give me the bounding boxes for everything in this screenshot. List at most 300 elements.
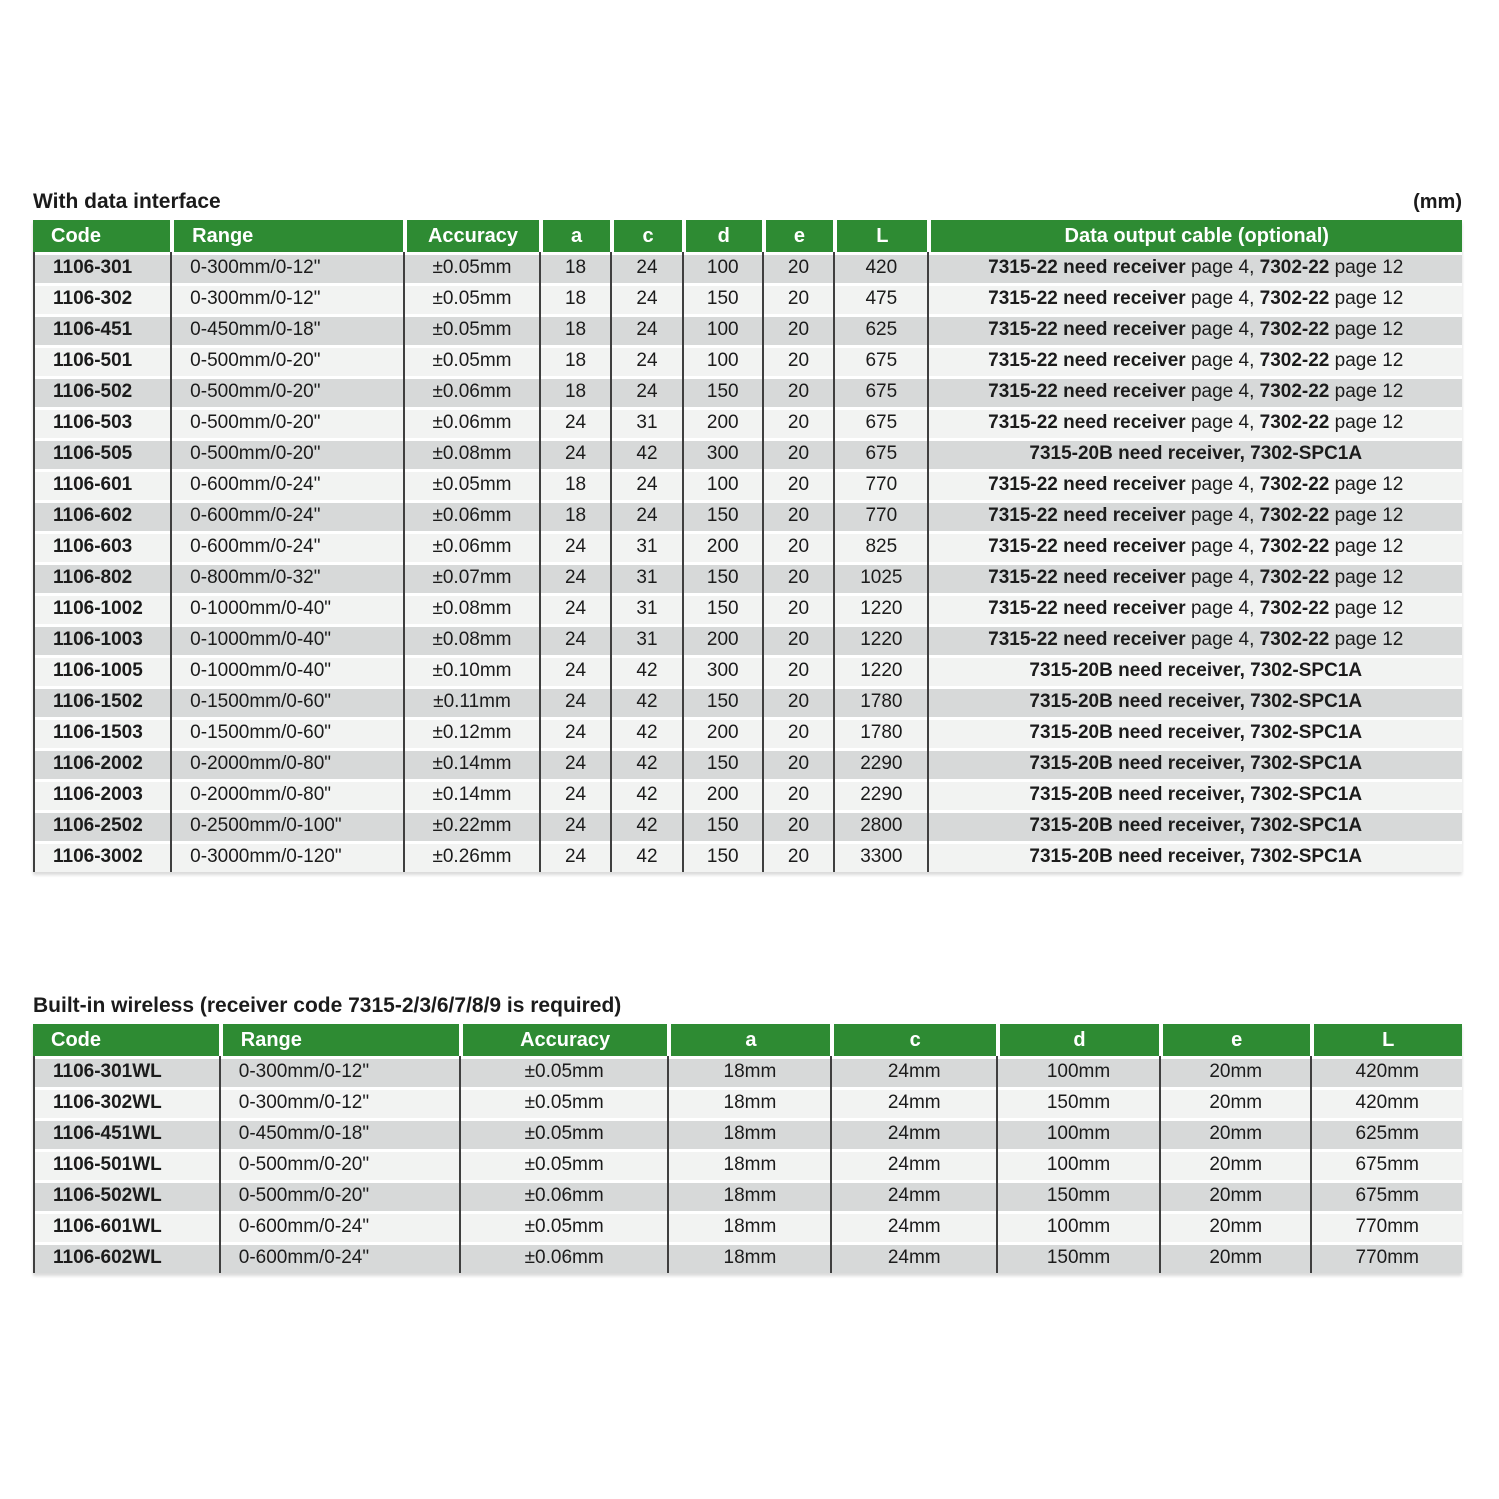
cell-code: 1106-601	[33, 469, 170, 500]
cell-c: 31	[610, 593, 681, 624]
cable-text-segment: 7315-22 need receiver	[988, 318, 1186, 340]
cable-text-segment: 7302-22	[1259, 504, 1330, 526]
cell-d: 150mm	[996, 1242, 1159, 1273]
cell-d: 300	[682, 655, 762, 686]
cable-text-segment: page 4,	[1185, 597, 1260, 619]
cell-cable	[927, 469, 1462, 500]
cell-code: 1106-2502	[33, 810, 170, 841]
cable-text-segment: page 12	[1329, 535, 1404, 557]
cell-c: 24mm	[830, 1087, 996, 1118]
cell-cable	[927, 686, 1462, 717]
cell-L: 475	[833, 283, 927, 314]
cell-e: 20	[762, 531, 833, 562]
table-row	[33, 500, 1462, 531]
cell-L: 1220	[833, 655, 927, 686]
table-row	[33, 686, 1462, 717]
cell-code: 1106-501	[33, 345, 170, 376]
cell-d: 150	[682, 593, 762, 624]
cell-L: 2290	[833, 779, 927, 810]
cell-range: 0-1000mm/0-40"	[170, 655, 403, 686]
cell-accuracy: ±0.07mm	[403, 562, 539, 593]
column-header-L: L	[833, 220, 927, 252]
cell-cable	[927, 252, 1462, 283]
cell-c: 31	[610, 531, 681, 562]
cell-d: 150	[682, 562, 762, 593]
cell-c: 42	[610, 686, 681, 717]
cell-range: 0-800mm/0-32"	[170, 562, 403, 593]
cell-d: 100	[682, 252, 762, 283]
cable-text-segment: page 4,	[1185, 504, 1260, 526]
cell-a: 24	[539, 562, 610, 593]
cell-a: 24	[539, 438, 610, 469]
column-header-range: Range	[219, 1024, 459, 1056]
cell-L: 625mm	[1310, 1118, 1462, 1149]
cell-d: 150	[682, 748, 762, 779]
cell-e: 20	[762, 779, 833, 810]
cell-a: 24	[539, 779, 610, 810]
cell-range: 0-450mm/0-18"	[170, 314, 403, 345]
cell-a: 24	[539, 810, 610, 841]
cell-range: 0-600mm/0-24"	[219, 1242, 459, 1273]
cable-text-segment: 7315-22 need receiver	[988, 349, 1186, 371]
cell-range: 0-500mm/0-20"	[219, 1149, 459, 1180]
cable-text-segment: 7315-20B need receiver, 7302-SPC1A	[1029, 659, 1363, 681]
cell-accuracy: ±0.05mm	[403, 283, 539, 314]
cable-text-segment: page 12	[1329, 628, 1404, 650]
cable-text-segment: page 4,	[1185, 256, 1260, 278]
cell-a: 18	[539, 376, 610, 407]
cell-accuracy: ±0.06mm	[403, 531, 539, 562]
cell-range: 0-300mm/0-12"	[219, 1056, 459, 1087]
cell-cable	[927, 717, 1462, 748]
cell-cable	[927, 593, 1462, 624]
spec-table-with-data-interface	[33, 220, 1462, 872]
cell-L: 675	[833, 345, 927, 376]
cell-d: 150	[682, 376, 762, 407]
section-built-in-wireless	[33, 994, 1462, 1273]
cell-accuracy: ±0.06mm	[459, 1242, 668, 1273]
cell-a: 24	[539, 624, 610, 655]
cell-c: 31	[610, 624, 681, 655]
section2-title-row	[33, 994, 1462, 1018]
cell-a: 24	[539, 686, 610, 717]
table-header	[33, 220, 1462, 252]
cell-d: 100mm	[996, 1211, 1159, 1242]
cell-range: 0-500mm/0-20"	[170, 345, 403, 376]
table-row	[33, 407, 1462, 438]
cell-L: 675mm	[1310, 1149, 1462, 1180]
cell-range: 0-500mm/0-20"	[170, 407, 403, 438]
cell-cable	[927, 438, 1462, 469]
cable-text-segment: 7302-22	[1259, 349, 1330, 371]
cell-d: 200	[682, 407, 762, 438]
section2-title: Built-in wireless (receiver code 7315-2/3/6/7/8/9 is required)	[33, 994, 622, 1017]
cable-text-segment: page 4,	[1185, 318, 1260, 340]
cell-c: 24	[610, 376, 681, 407]
cell-e: 20	[762, 686, 833, 717]
cable-text-segment: page 12	[1329, 566, 1404, 588]
cell-accuracy: ±0.06mm	[403, 376, 539, 407]
cell-code: 1106-501WL	[33, 1149, 219, 1180]
table-row	[33, 624, 1462, 655]
cell-e: 20	[762, 469, 833, 500]
cell-d: 300	[682, 438, 762, 469]
table-row	[33, 748, 1462, 779]
cell-d: 150	[682, 500, 762, 531]
cell-c: 24	[610, 283, 681, 314]
cell-range: 0-1500mm/0-60"	[170, 686, 403, 717]
cell-e: 20mm	[1159, 1118, 1310, 1149]
cell-a: 18	[539, 345, 610, 376]
cell-range: 0-500mm/0-20"	[170, 376, 403, 407]
cell-range: 0-2000mm/0-80"	[170, 779, 403, 810]
cable-text-segment: 7315-22 need receiver	[988, 504, 1186, 526]
cell-L: 420mm	[1310, 1087, 1462, 1118]
cell-d: 150	[682, 810, 762, 841]
cell-d: 100	[682, 345, 762, 376]
cable-text-segment: 7315-22 need receiver	[988, 628, 1186, 650]
cell-a: 18mm	[667, 1118, 830, 1149]
cell-L: 1220	[833, 593, 927, 624]
column-header-accuracy: Accuracy	[459, 1024, 668, 1056]
cell-e: 20mm	[1159, 1211, 1310, 1242]
cell-accuracy: ±0.05mm	[403, 469, 539, 500]
cell-e: 20	[762, 314, 833, 345]
cell-L: 2800	[833, 810, 927, 841]
cell-e: 20	[762, 376, 833, 407]
cell-code: 1106-503	[33, 407, 170, 438]
cell-e: 20	[762, 562, 833, 593]
column-header-c: c	[610, 220, 681, 252]
column-header-c: c	[830, 1024, 996, 1056]
cell-L: 420mm	[1310, 1056, 1462, 1087]
table-row	[33, 1056, 1462, 1087]
cell-e: 20	[762, 655, 833, 686]
cable-text-segment: page 4,	[1185, 566, 1260, 588]
cell-cable	[927, 500, 1462, 531]
section-with-data-interface	[33, 190, 1462, 872]
cell-range: 0-2500mm/0-100"	[170, 810, 403, 841]
cable-text-segment: 7302-22	[1259, 318, 1330, 340]
cell-d: 100mm	[996, 1118, 1159, 1149]
cell-range: 0-450mm/0-18"	[219, 1118, 459, 1149]
cell-code: 1106-302	[33, 283, 170, 314]
cell-accuracy: ±0.05mm	[403, 345, 539, 376]
cable-text-segment: 7302-22	[1259, 597, 1330, 619]
cable-text-segment: 7302-22	[1259, 473, 1330, 495]
cell-c: 42	[610, 779, 681, 810]
cable-text-segment: 7302-22	[1259, 535, 1330, 557]
cell-d: 200	[682, 624, 762, 655]
cable-text-segment: page 12	[1329, 597, 1404, 619]
cell-L: 1780	[833, 686, 927, 717]
cell-range: 0-600mm/0-24"	[170, 469, 403, 500]
cell-e: 20	[762, 593, 833, 624]
table-row	[33, 469, 1462, 500]
cable-text-segment: 7315-22 need receiver	[988, 473, 1186, 495]
column-header-cable: Data output cable (optional)	[927, 220, 1462, 252]
cell-d: 150	[682, 686, 762, 717]
table-body	[33, 1056, 1462, 1273]
cell-accuracy: ±0.08mm	[403, 438, 539, 469]
cell-a: 18mm	[667, 1242, 830, 1273]
cable-text-segment: page 4,	[1185, 628, 1260, 650]
cell-accuracy: ±0.11mm	[403, 686, 539, 717]
cable-text-segment: 7315-20B need receiver, 7302-SPC1A	[1029, 690, 1363, 712]
cell-range: 0-300mm/0-12"	[219, 1087, 459, 1118]
cable-text-segment: page 12	[1329, 473, 1404, 495]
cell-d: 100mm	[996, 1056, 1159, 1087]
column-header-e: e	[1159, 1024, 1310, 1056]
cell-c: 24	[610, 500, 681, 531]
cell-L: 2290	[833, 748, 927, 779]
cell-cable	[927, 283, 1462, 314]
table-row	[33, 252, 1462, 283]
cell-accuracy: ±0.05mm	[403, 314, 539, 345]
cable-text-segment: 7315-22 need receiver	[988, 597, 1186, 619]
cell-range: 0-1000mm/0-40"	[170, 593, 403, 624]
cell-L: 675	[833, 407, 927, 438]
cell-range: 0-3000mm/0-120"	[170, 841, 403, 872]
table-row	[33, 717, 1462, 748]
table-row	[33, 1087, 1462, 1118]
header-row	[33, 220, 1462, 252]
cable-text-segment: 7315-22 need receiver	[988, 380, 1186, 402]
cell-a: 18	[539, 500, 610, 531]
table-row	[33, 810, 1462, 841]
page-content	[33, 190, 1462, 1273]
cell-e: 20	[762, 624, 833, 655]
unit-label: (mm)	[1413, 191, 1462, 213]
cable-text-segment: 7315-22 need receiver	[988, 411, 1186, 433]
table-row	[33, 1211, 1462, 1242]
cable-text-segment: page 4,	[1185, 535, 1260, 557]
table-row	[33, 1118, 1462, 1149]
spec-table-built-in-wireless	[33, 1024, 1462, 1273]
cell-L: 770	[833, 500, 927, 531]
cell-accuracy: ±0.10mm	[403, 655, 539, 686]
cell-c: 42	[610, 655, 681, 686]
cell-cable	[927, 314, 1462, 345]
cable-text-segment: 7315-20B need receiver, 7302-SPC1A	[1029, 752, 1363, 774]
column-header-code: Code	[33, 1024, 219, 1056]
cable-text-segment: 7315-20B need receiver, 7302-SPC1A	[1029, 721, 1363, 743]
cell-range: 0-500mm/0-20"	[170, 438, 403, 469]
cell-c: 24mm	[830, 1242, 996, 1273]
table-body	[33, 252, 1462, 872]
cell-a: 18	[539, 469, 610, 500]
cell-d: 150mm	[996, 1087, 1159, 1118]
cable-text-segment: page 4,	[1185, 380, 1260, 402]
cell-c: 42	[610, 748, 681, 779]
cell-c: 24mm	[830, 1118, 996, 1149]
cell-accuracy: ±0.08mm	[403, 624, 539, 655]
cell-a: 24	[539, 593, 610, 624]
cell-accuracy: ±0.05mm	[403, 252, 539, 283]
cell-a: 18mm	[667, 1211, 830, 1242]
cable-text-segment: page 12	[1329, 380, 1404, 402]
cell-code: 1106-451WL	[33, 1118, 219, 1149]
cell-e: 20	[762, 345, 833, 376]
cell-L: 770mm	[1310, 1211, 1462, 1242]
table-row	[33, 779, 1462, 810]
cell-e: 20	[762, 252, 833, 283]
cell-cable	[927, 841, 1462, 872]
cell-L: 770mm	[1310, 1242, 1462, 1273]
table-row	[33, 1149, 1462, 1180]
cell-cable	[927, 624, 1462, 655]
table-row	[33, 531, 1462, 562]
cell-c: 24	[610, 314, 681, 345]
cell-e: 20	[762, 407, 833, 438]
cell-L: 3300	[833, 841, 927, 872]
column-header-range: Range	[170, 220, 403, 252]
cable-text-segment: 7302-22	[1259, 628, 1330, 650]
cell-c: 24mm	[830, 1211, 996, 1242]
cable-text-segment: 7302-22	[1259, 287, 1330, 309]
cell-c: 24mm	[830, 1056, 996, 1087]
cable-text-segment: 7315-22 need receiver	[988, 535, 1186, 557]
cell-accuracy: ±0.14mm	[403, 779, 539, 810]
cell-cable	[927, 779, 1462, 810]
cable-text-segment: page 4,	[1185, 349, 1260, 371]
cell-code: 1106-2002	[33, 748, 170, 779]
cell-L: 420	[833, 252, 927, 283]
cell-accuracy: ±0.06mm	[459, 1180, 668, 1211]
cell-e: 20	[762, 810, 833, 841]
cell-code: 1106-1005	[33, 655, 170, 686]
cell-code: 1106-1003	[33, 624, 170, 655]
cell-code: 1106-505	[33, 438, 170, 469]
cell-a: 18mm	[667, 1180, 830, 1211]
cable-text-segment: 7302-22	[1259, 256, 1330, 278]
cell-cable	[927, 748, 1462, 779]
cell-L: 675	[833, 376, 927, 407]
cell-c: 42	[610, 841, 681, 872]
cell-code: 1106-1502	[33, 686, 170, 717]
cell-d: 200	[682, 779, 762, 810]
cell-code: 1106-602	[33, 500, 170, 531]
cell-L: 825	[833, 531, 927, 562]
cell-range: 0-600mm/0-24"	[170, 500, 403, 531]
cable-text-segment: page 4,	[1185, 411, 1260, 433]
cell-e: 20mm	[1159, 1087, 1310, 1118]
column-header-d: d	[682, 220, 762, 252]
cell-a: 18mm	[667, 1056, 830, 1087]
table-row	[33, 283, 1462, 314]
cell-a: 18mm	[667, 1087, 830, 1118]
cell-accuracy: ±0.05mm	[459, 1087, 668, 1118]
column-header-accuracy: Accuracy	[403, 220, 539, 252]
cell-range: 0-1500mm/0-60"	[170, 717, 403, 748]
cell-d: 200	[682, 531, 762, 562]
cable-text-segment: 7315-20B need receiver, 7302-SPC1A	[1029, 783, 1363, 805]
cell-cable	[927, 345, 1462, 376]
cell-code: 1106-301	[33, 252, 170, 283]
cell-accuracy: ±0.06mm	[403, 500, 539, 531]
table-row	[33, 438, 1462, 469]
cell-c: 31	[610, 407, 681, 438]
cell-a: 24	[539, 841, 610, 872]
cell-a: 24	[539, 407, 610, 438]
cell-code: 1106-502	[33, 376, 170, 407]
cell-code: 1106-1002	[33, 593, 170, 624]
cell-L: 625	[833, 314, 927, 345]
cell-accuracy: ±0.08mm	[403, 593, 539, 624]
cell-range: 0-600mm/0-24"	[219, 1211, 459, 1242]
table-row	[33, 1242, 1462, 1273]
cell-d: 150	[682, 841, 762, 872]
cable-text-segment: 7315-20B need receiver, 7302-SPC1A	[1029, 442, 1363, 464]
cell-c: 24mm	[830, 1149, 996, 1180]
cell-c: 42	[610, 810, 681, 841]
cell-cable	[927, 376, 1462, 407]
cell-cable	[927, 562, 1462, 593]
table-row	[33, 314, 1462, 345]
cell-code: 1106-601WL	[33, 1211, 219, 1242]
cable-text-segment: page 12	[1329, 504, 1404, 526]
cell-e: 20	[762, 717, 833, 748]
cable-text-segment: 7315-22 need receiver	[988, 287, 1186, 309]
table-row	[33, 376, 1462, 407]
cable-text-segment: page 4,	[1185, 287, 1260, 309]
cell-e: 20mm	[1159, 1056, 1310, 1087]
cell-e: 20	[762, 438, 833, 469]
cell-accuracy: ±0.05mm	[459, 1118, 668, 1149]
cell-e: 20mm	[1159, 1242, 1310, 1273]
table-row	[33, 841, 1462, 872]
cell-e: 20mm	[1159, 1149, 1310, 1180]
cable-text-segment: page 12	[1329, 318, 1404, 340]
cell-range: 0-1000mm/0-40"	[170, 624, 403, 655]
cell-d: 200	[682, 717, 762, 748]
cell-code: 1106-1503	[33, 717, 170, 748]
cell-cable	[927, 407, 1462, 438]
cable-text-segment: 7315-20B need receiver, 7302-SPC1A	[1029, 845, 1363, 867]
cell-code: 1106-602WL	[33, 1242, 219, 1273]
cable-text-segment: 7302-22	[1259, 380, 1330, 402]
cell-accuracy: ±0.05mm	[459, 1149, 668, 1180]
column-header-d: d	[996, 1024, 1159, 1056]
cell-code: 1106-301WL	[33, 1056, 219, 1087]
cell-a: 24	[539, 748, 610, 779]
cell-code: 1106-2003	[33, 779, 170, 810]
table-row	[33, 1180, 1462, 1211]
cell-code: 1106-802	[33, 562, 170, 593]
column-header-e: e	[762, 220, 833, 252]
cell-code: 1106-451	[33, 314, 170, 345]
cell-a: 18	[539, 283, 610, 314]
cell-e: 20	[762, 283, 833, 314]
cell-accuracy: ±0.06mm	[403, 407, 539, 438]
cell-cable	[927, 655, 1462, 686]
column-header-code: Code	[33, 220, 170, 252]
cell-c: 24	[610, 252, 681, 283]
cell-range: 0-300mm/0-12"	[170, 252, 403, 283]
cell-c: 31	[610, 562, 681, 593]
cell-code: 1106-502WL	[33, 1180, 219, 1211]
cell-code: 1106-302WL	[33, 1087, 219, 1118]
cable-text-segment: page 12	[1329, 411, 1404, 433]
column-header-a: a	[667, 1024, 830, 1056]
cell-e: 20	[762, 841, 833, 872]
cell-e: 20mm	[1159, 1180, 1310, 1211]
cell-d: 100	[682, 469, 762, 500]
cell-range: 0-500mm/0-20"	[219, 1180, 459, 1211]
cell-L: 1780	[833, 717, 927, 748]
cell-a: 24	[539, 531, 610, 562]
cell-code: 1106-603	[33, 531, 170, 562]
